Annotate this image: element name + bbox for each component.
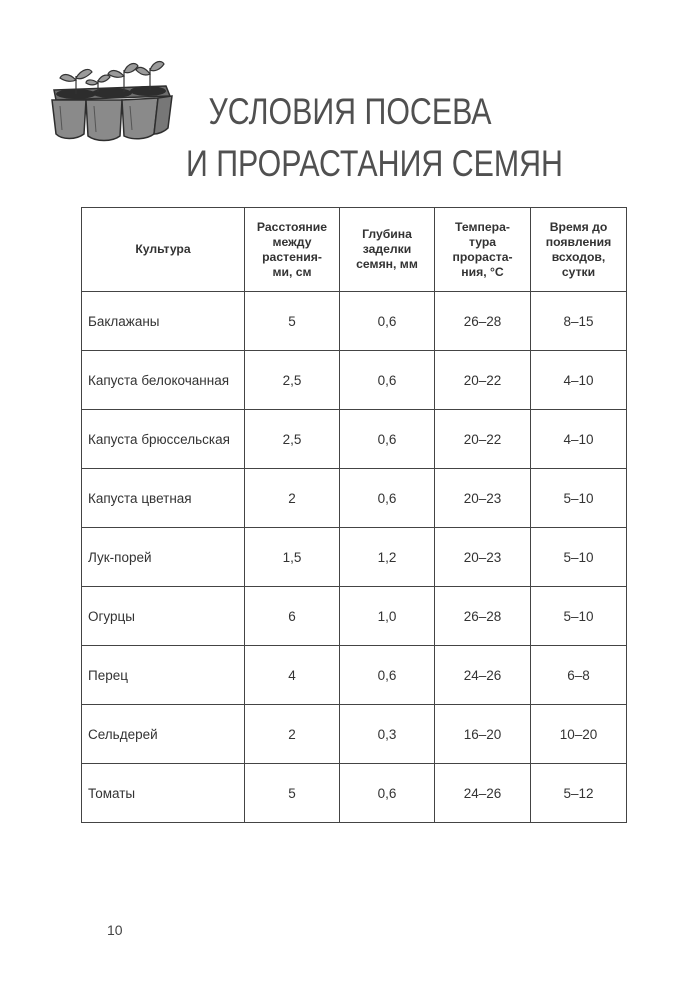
header-crop: Культура: [82, 208, 245, 292]
cell-depth: 0,6: [340, 646, 435, 705]
cell-spacing: 4: [245, 646, 340, 705]
table-row: [82, 410, 627, 469]
cell-depth: 0,3: [340, 705, 435, 764]
cell-crop: Перец: [82, 646, 245, 705]
cell-spacing: 6: [245, 587, 340, 646]
cell-depth: 1,0: [340, 587, 435, 646]
cell-temperature: 26–28: [435, 587, 531, 646]
cell-days: 10–20: [531, 705, 627, 764]
cell-depth: 0,6: [340, 469, 435, 528]
cell-temperature: 20–23: [435, 469, 531, 528]
header-days: Время до появления всходов, сутки: [531, 208, 627, 292]
cell-days: 5–12: [531, 764, 627, 823]
seed-conditions-table: [81, 207, 627, 823]
table-header-row: [82, 208, 627, 292]
table-row: [82, 292, 627, 351]
cell-days: 4–10: [531, 410, 627, 469]
cell-temperature: 24–26: [435, 764, 531, 823]
cell-spacing: 2,5: [245, 410, 340, 469]
page-title: [186, 86, 563, 190]
cell-depth: 0,6: [340, 351, 435, 410]
cell-crop: Огурцы: [82, 587, 245, 646]
table-row: [82, 587, 627, 646]
cell-temperature: 20–22: [435, 410, 531, 469]
header-temperature: Темпера- тура прораста- ния, °С: [435, 208, 531, 292]
seedling-tray-icon: [46, 56, 178, 144]
table-row: [82, 705, 627, 764]
cell-days: 6–8: [531, 646, 627, 705]
table-row: [82, 469, 627, 528]
cell-crop: Баклажаны: [82, 292, 245, 351]
cell-depth: 0,6: [340, 764, 435, 823]
cell-crop: Капуста белокочанная: [82, 351, 245, 410]
cell-crop: Лук-порей: [82, 528, 245, 587]
cell-spacing: 2,5: [245, 351, 340, 410]
cell-depth: 0,6: [340, 292, 435, 351]
title-line-1: УСЛОВИЯ ПОСЕВА: [208, 91, 492, 132]
cell-spacing: 5: [245, 292, 340, 351]
title-line-2: И ПРОРАСТАНИЯ СЕМЯН: [186, 143, 563, 184]
cell-days: 5–10: [531, 469, 627, 528]
cell-depth: 1,2: [340, 528, 435, 587]
cell-spacing: 2: [245, 469, 340, 528]
table-row: [82, 646, 627, 705]
cell-temperature: 20–23: [435, 528, 531, 587]
cell-days: 4–10: [531, 351, 627, 410]
cell-temperature: 26–28: [435, 292, 531, 351]
cell-temperature: 16–20: [435, 705, 531, 764]
table-row: [82, 351, 627, 410]
header-spacing: Расстояние между растения- ми, см: [245, 208, 340, 292]
table-row: [82, 528, 627, 587]
cell-spacing: 5: [245, 764, 340, 823]
cell-crop: Томаты: [82, 764, 245, 823]
cell-days: 5–10: [531, 587, 627, 646]
cell-crop: Капуста цветная: [82, 469, 245, 528]
cell-days: 5–10: [531, 528, 627, 587]
cell-crop: Капуста брюссельская: [82, 410, 245, 469]
header-depth: Глубина заделки семян, мм: [340, 208, 435, 292]
table-row: [82, 764, 627, 823]
cell-crop: Сельдерей: [82, 705, 245, 764]
cell-days: 8–15: [531, 292, 627, 351]
cell-spacing: 1,5: [245, 528, 340, 587]
cell-depth: 0,6: [340, 410, 435, 469]
cell-spacing: 2: [245, 705, 340, 764]
page-number: 10: [107, 922, 123, 938]
cell-temperature: 24–26: [435, 646, 531, 705]
cell-temperature: 20–22: [435, 351, 531, 410]
